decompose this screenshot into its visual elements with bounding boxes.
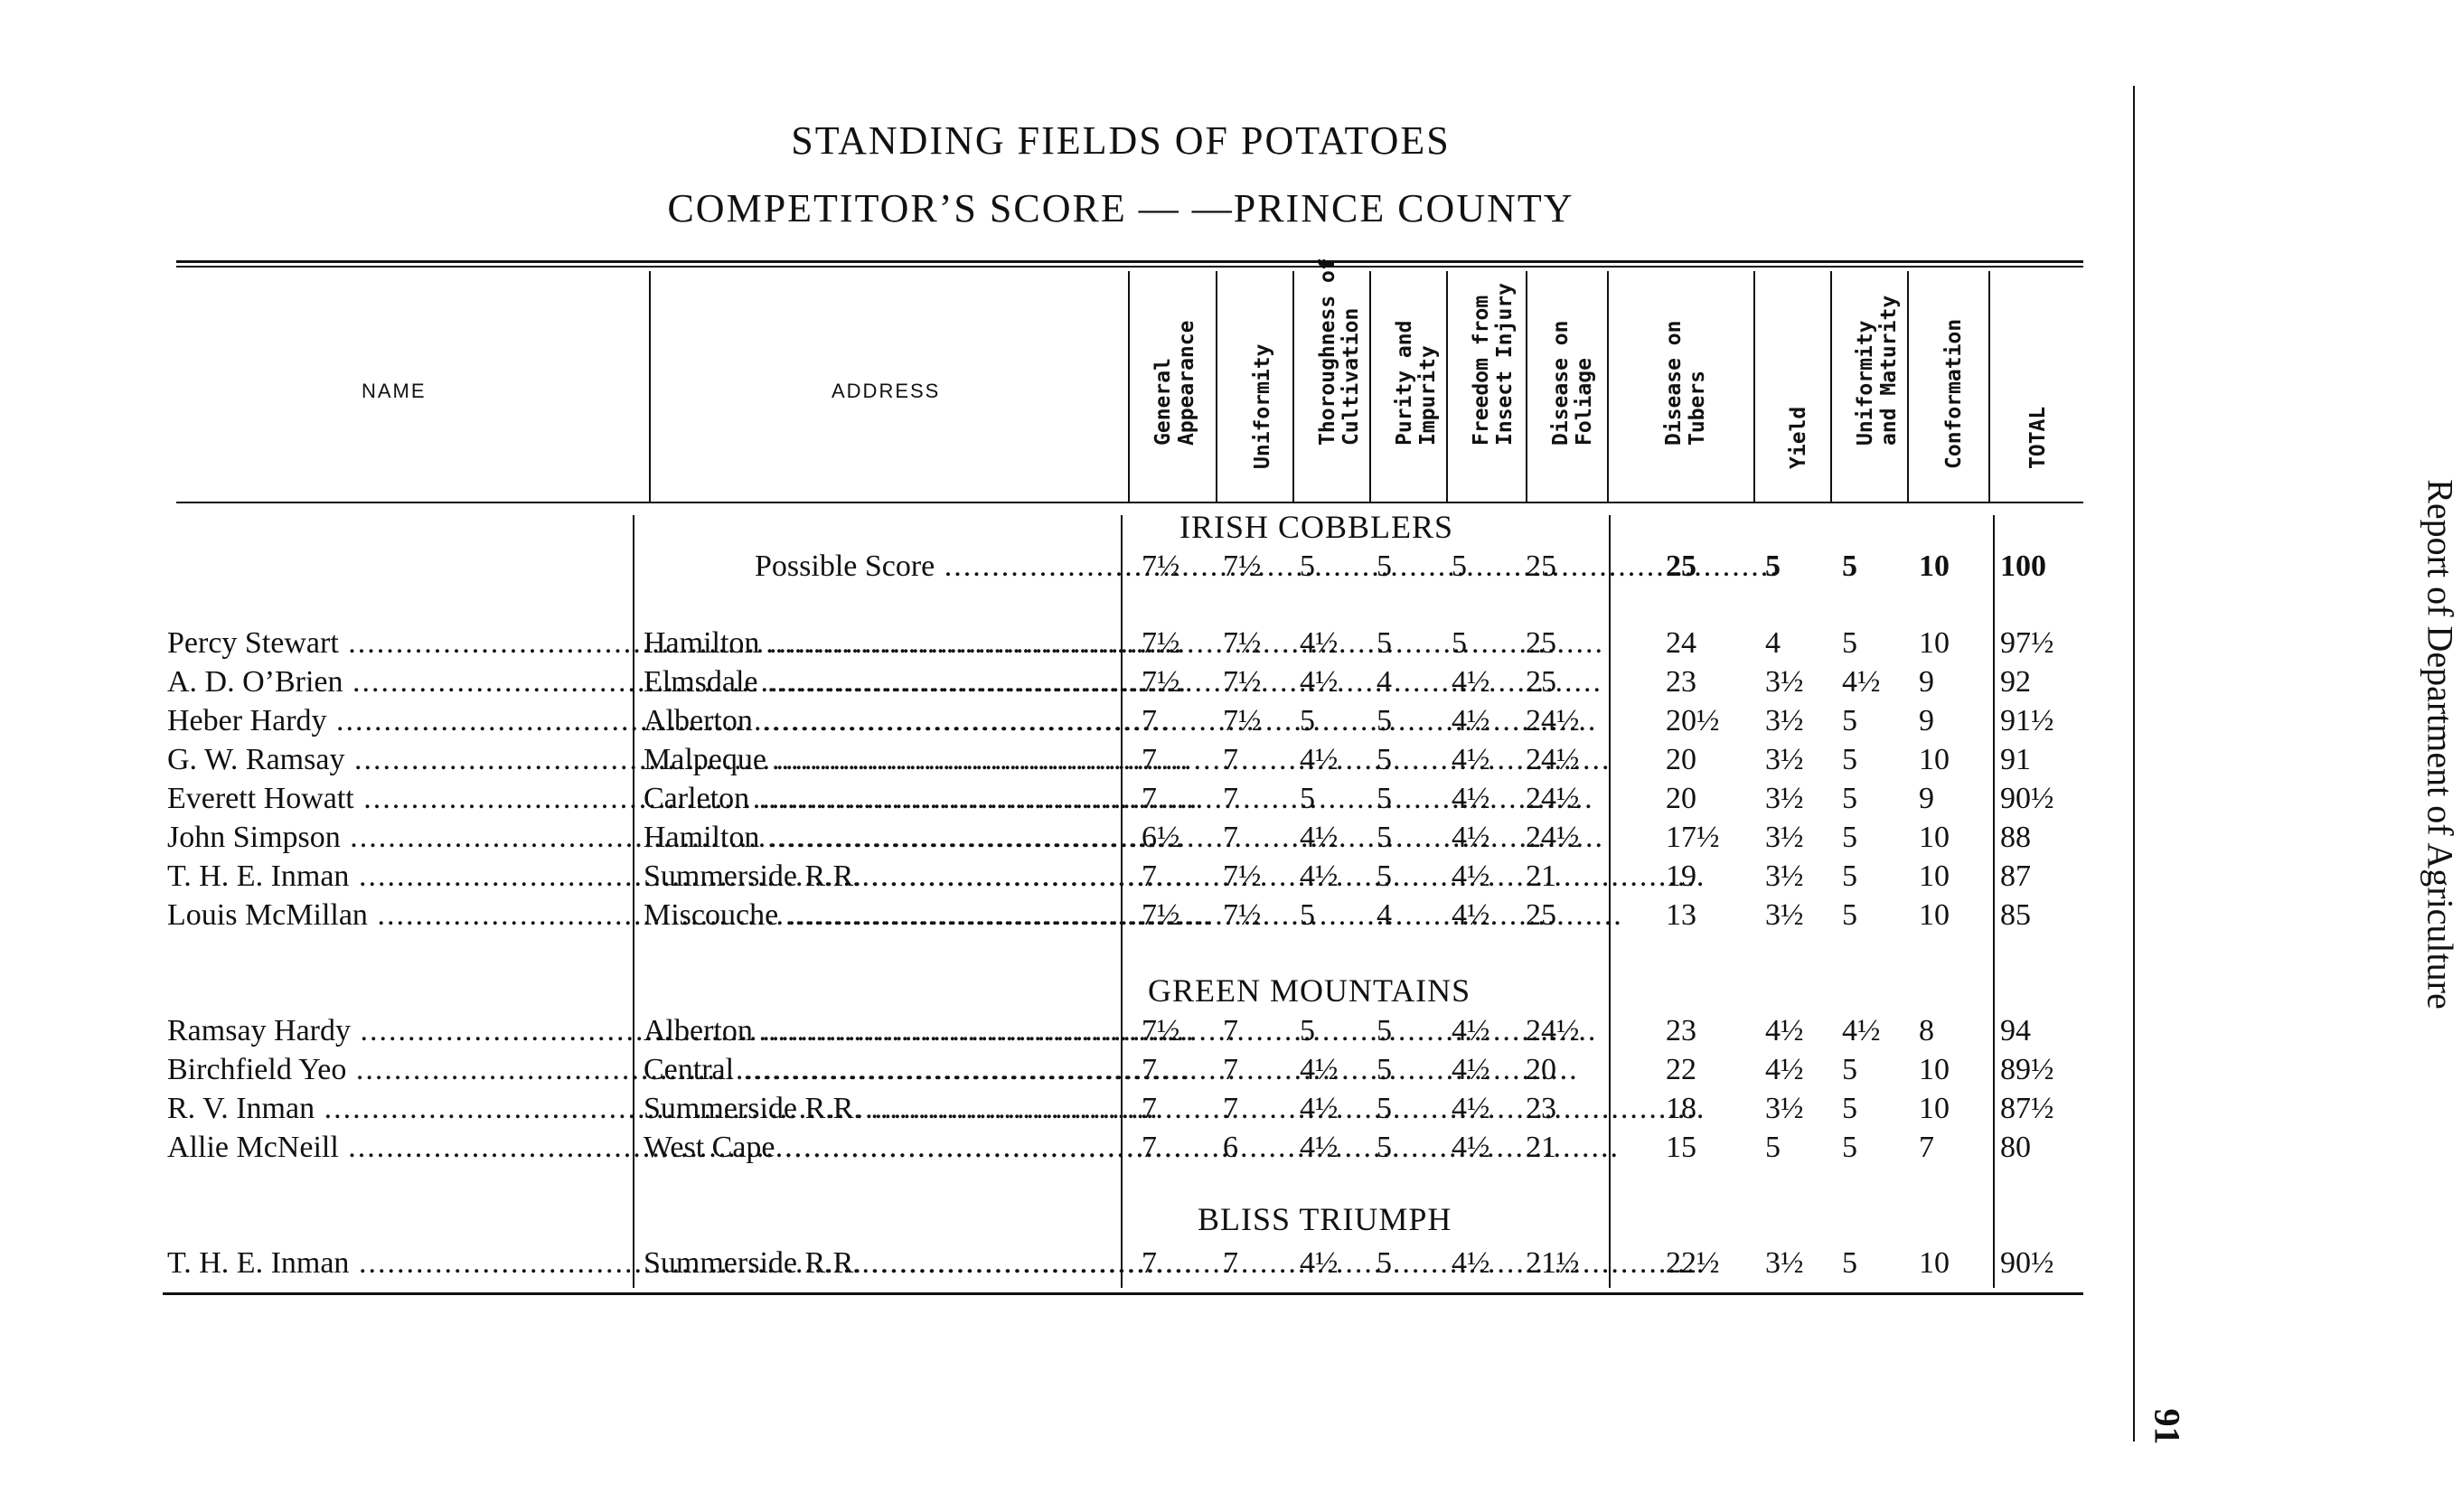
score-cell: 5 — [1842, 898, 1857, 932]
col-divider — [649, 271, 651, 502]
score-cell: 4½ — [1452, 859, 1490, 893]
score-cell: 90½ — [2000, 782, 2054, 815]
competitor-name: Percy Stewart ..... — [167, 626, 624, 661]
score-cell: 3½ — [1765, 898, 1804, 932]
section-green-mountains: GREEN MOUNTAINS — [1148, 972, 1471, 1009]
competitor-address: Malpeque ..... — [644, 743, 1114, 777]
score-cell: 4½ — [1300, 821, 1339, 854]
score-cell: 5 — [1300, 704, 1315, 737]
score-cell: 21½ — [1526, 1246, 1580, 1280]
score-cell: 4½ — [1452, 704, 1490, 737]
score-cell: 5 — [1300, 1014, 1315, 1047]
score-cell: 3½ — [1765, 782, 1804, 815]
score-cell: 5 — [1377, 1092, 1392, 1125]
score-cell: 3½ — [1765, 1246, 1804, 1280]
score-cell: 92 — [2000, 665, 2031, 699]
score-cell: 7 — [1223, 1053, 1238, 1086]
competitor-name: R. V. Inman ..... — [167, 1092, 624, 1126]
score-cell: 24½ — [1526, 743, 1580, 776]
header-yield: Yield — [1787, 406, 1810, 469]
side-rule — [2133, 86, 2135, 1442]
score-cell: 7½ — [1223, 626, 1262, 660]
competitor-address: Alberton ..... — [644, 1014, 1114, 1048]
score-cell: 22 — [1666, 1053, 1696, 1086]
score-cell: 4 — [1377, 898, 1392, 932]
score-cell: 4½ — [1300, 626, 1339, 660]
score-cell: 7½ — [1223, 859, 1262, 893]
score-cell: 97½ — [2000, 626, 2054, 660]
score-cell: 4½ — [1452, 898, 1490, 932]
score-cell: 22½ — [1666, 1246, 1720, 1280]
score-cell: 21 — [1526, 1131, 1556, 1164]
score-cell: 23 — [1666, 1014, 1696, 1047]
competitor-name: T. H. E. Inman ..... — [167, 859, 624, 894]
header-disease-foliage: Disease on Foliage — [1549, 320, 1596, 446]
competitor-name: Allie McNeill ..... — [167, 1131, 624, 1165]
score-cell: 7 — [1142, 743, 1157, 776]
score-cell: 24½ — [1526, 704, 1580, 737]
header-uniformity: Uniformity — [1251, 343, 1274, 469]
page-number: 91 — [2147, 1408, 2188, 1445]
score-cell: 7 — [1142, 1092, 1157, 1125]
score-cell: 3½ — [1765, 704, 1804, 737]
score-cell: 7 — [1223, 743, 1238, 776]
score-cell: 10 — [1919, 821, 1950, 854]
score-cell: 20 — [1526, 1053, 1556, 1086]
score-cell: 5 — [1842, 821, 1857, 854]
score-cell: 4½ — [1452, 1014, 1490, 1047]
score-cell: 7½ — [1223, 704, 1262, 737]
possible-score-cell: 100 — [2000, 549, 2046, 583]
col-divider — [1753, 271, 1755, 502]
score-cell: 9 — [1919, 782, 1934, 815]
score-cell: 4½ — [1300, 859, 1339, 893]
score-cell: 7 — [1142, 859, 1157, 893]
col-divider — [1993, 515, 1995, 1288]
score-cell: 88 — [2000, 821, 2031, 854]
score-cell: 19 — [1666, 859, 1696, 893]
score-cell: 4 — [1765, 626, 1781, 660]
score-cell: 5 — [1452, 626, 1467, 660]
score-cell: 17½ — [1666, 821, 1720, 854]
score-cell: 5 — [1377, 1246, 1392, 1280]
col-divider — [1216, 271, 1217, 502]
score-cell: 7½ — [1142, 1014, 1180, 1047]
score-cell: 7 — [1142, 704, 1157, 737]
score-cell: 85 — [2000, 898, 2031, 932]
score-cell: 5 — [1377, 821, 1392, 854]
score-cell: 25 — [1526, 626, 1556, 660]
competitor-name: Louis McMillan ..... — [167, 898, 624, 933]
score-cell: 4½ — [1765, 1053, 1804, 1086]
possible-score-cell: 10 — [1919, 549, 1950, 583]
competitor-address: West Cape ..... — [644, 1131, 1114, 1165]
score-cell: 9 — [1919, 704, 1934, 737]
score-cell: 7½ — [1223, 898, 1262, 932]
possible-score-cell: 5 — [1300, 549, 1315, 583]
score-cell: 4½ — [1300, 1053, 1339, 1086]
score-cell: 20 — [1666, 743, 1696, 776]
score-cell: 7 — [1142, 1053, 1157, 1086]
score-cell: 6 — [1223, 1131, 1238, 1164]
score-cell: 4½ — [1452, 1092, 1490, 1125]
score-cell: 91½ — [2000, 704, 2054, 737]
score-cell: 10 — [1919, 1246, 1950, 1280]
competitor-name: Heber Hardy ..... — [167, 704, 624, 738]
possible-score-cell: 5 — [1842, 549, 1857, 583]
score-cell: 89½ — [2000, 1053, 2054, 1086]
score-cell: 7½ — [1142, 665, 1180, 699]
score-cell: 4½ — [1300, 1246, 1339, 1280]
competitor-address: Hamilton ..... — [644, 821, 1114, 855]
score-cell: 10 — [1919, 626, 1950, 660]
score-cell: 7 — [1919, 1131, 1934, 1164]
score-cell: 3½ — [1765, 1092, 1804, 1125]
score-cell: 4½ — [1452, 1131, 1490, 1164]
score-cell: 25 — [1526, 898, 1556, 932]
score-cell: 15 — [1666, 1131, 1696, 1164]
competitor-name: John Simpson ..... — [167, 821, 624, 855]
score-cell: 5 — [1842, 743, 1857, 776]
score-cell: 4½ — [1452, 1053, 1490, 1086]
competitor-address: Elmsdale ..... — [644, 665, 1114, 700]
score-cell: 5 — [1300, 898, 1315, 932]
score-cell: 4½ — [1452, 1246, 1490, 1280]
score-cell: 4½ — [1300, 1131, 1339, 1164]
score-cell: 24½ — [1526, 782, 1580, 815]
score-cell: 5 — [1300, 782, 1315, 815]
score-cell: 3½ — [1765, 665, 1804, 699]
score-cell: 4½ — [1452, 665, 1490, 699]
possible-score-cell: 7½ — [1142, 549, 1180, 583]
possible-score-cell: 25 — [1526, 549, 1556, 583]
score-cell: 5 — [1377, 1131, 1392, 1164]
score-cell: 24½ — [1526, 1014, 1580, 1047]
score-cell: 4½ — [1300, 743, 1339, 776]
score-cell: 5 — [1377, 704, 1392, 737]
header-total: TOTAL — [2026, 406, 2050, 469]
score-cell: 10 — [1919, 743, 1950, 776]
competitor-name: T. H. E. Inman ..... — [167, 1246, 624, 1281]
score-cell: 13 — [1666, 898, 1696, 932]
score-cell: 5 — [1842, 1246, 1857, 1280]
competitor-address: Summerside R.R. ..... — [644, 1246, 1114, 1281]
score-cell: 5 — [1842, 859, 1857, 893]
score-cell: 94 — [2000, 1014, 2031, 1047]
score-cell: 5 — [1842, 782, 1857, 815]
possible-score-cell: 25 — [1666, 549, 1696, 583]
header-freedom-insect: Freedom from Insect Injury — [1470, 282, 1517, 446]
score-cell: 7 — [1142, 782, 1157, 815]
score-cell: 90½ — [2000, 1246, 2054, 1280]
header-conformation: Conformation — [1942, 318, 1966, 469]
possible-score-cell: 5 — [1377, 549, 1392, 583]
score-cell: 10 — [1919, 1092, 1950, 1125]
header-thoroughness: Thoroughness of Cultivation — [1316, 258, 1363, 446]
score-cell: 5 — [1377, 1053, 1392, 1086]
score-cell: 10 — [1919, 1053, 1950, 1086]
score-cell: 20 — [1666, 782, 1696, 815]
score-cell: 24½ — [1526, 821, 1580, 854]
competitor-name: Ramsay Hardy ..... — [167, 1014, 624, 1048]
score-cell: 4½ — [1842, 1014, 1881, 1047]
competitor-address: Carleton ..... — [644, 782, 1114, 816]
score-cell: 4½ — [1842, 665, 1881, 699]
competitor-name: Everett Howatt ..... — [167, 782, 624, 816]
competitor-address: Miscouche ..... — [644, 898, 1114, 933]
score-cell: 5 — [1377, 743, 1392, 776]
score-cell: 3½ — [1765, 859, 1804, 893]
score-cell: 87½ — [2000, 1092, 2054, 1125]
competitor-name: Birchfield Yeo ..... — [167, 1053, 624, 1087]
header-disease-tubers: Disease on Tubers — [1662, 320, 1709, 446]
score-cell: 4½ — [1452, 743, 1490, 776]
competitor-address: Alberton ..... — [644, 704, 1114, 738]
competitor-name: A. D. O’Brien ..... — [167, 665, 624, 700]
competitor-address: Summerside R.R. ..... — [644, 859, 1114, 894]
score-cell: 4 — [1377, 665, 1392, 699]
section-irish-cobblers: IRISH COBBLERS — [1179, 509, 1454, 545]
score-cell: 5 — [1842, 1131, 1857, 1164]
score-cell: 4½ — [1300, 1092, 1339, 1125]
score-cell: 5 — [1377, 859, 1392, 893]
score-cell: 25 — [1526, 665, 1556, 699]
score-cell: 5 — [1842, 626, 1857, 660]
score-cell: 7 — [1142, 1246, 1157, 1280]
header-general-appearance: General Appearance — [1151, 320, 1198, 446]
header-address: ADDRESS — [832, 380, 941, 402]
table-top-rule — [176, 260, 2083, 263]
score-cell: 87 — [2000, 859, 2031, 893]
score-cell: 9 — [1919, 665, 1934, 699]
score-cell: 23 — [1526, 1092, 1556, 1125]
header-bottom-rule — [176, 502, 2083, 503]
score-cell: 5 — [1842, 1053, 1857, 1086]
possible-score-cell: 5 — [1765, 549, 1781, 583]
score-cell: 4½ — [1452, 782, 1490, 815]
score-cell: 7 — [1223, 782, 1238, 815]
running-title: Report of Department of Agriculture — [2420, 479, 2461, 1010]
score-cell: 6½ — [1142, 821, 1180, 854]
score-cell: 4½ — [1765, 1014, 1804, 1047]
header-name: NAME — [362, 380, 427, 402]
score-cell: 23 — [1666, 665, 1696, 699]
score-cell: 20½ — [1666, 704, 1720, 737]
table-bottom-rule — [163, 1292, 2083, 1295]
score-cell: 7 — [1223, 821, 1238, 854]
score-cell: 5 — [1377, 1014, 1392, 1047]
possible-score-cell: 7½ — [1223, 549, 1262, 583]
score-cell: 80 — [2000, 1131, 2031, 1164]
score-cell: 7 — [1223, 1092, 1238, 1125]
score-cell: 4½ — [1452, 821, 1490, 854]
score-cell: 10 — [1919, 859, 1950, 893]
score-cell: 7 — [1223, 1246, 1238, 1280]
score-cell: 7 — [1223, 1014, 1238, 1047]
col-divider — [1128, 271, 1130, 502]
score-cell: 24 — [1666, 626, 1696, 660]
competitor-address: Summerside R.R. ..... — [644, 1092, 1114, 1126]
score-cell: 5 — [1842, 704, 1857, 737]
score-cell: 18 — [1666, 1092, 1696, 1125]
possible-score-cell: 5 — [1452, 549, 1467, 583]
page-title: STANDING FIELDS OF POTATOES — [791, 118, 1451, 163]
score-cell: 5 — [1842, 1092, 1857, 1125]
score-cell: 8 — [1919, 1014, 1934, 1047]
competitor-name: G. W. Ramsay ..... — [167, 743, 624, 777]
score-cell: 3½ — [1765, 821, 1804, 854]
score-cell: 10 — [1919, 898, 1950, 932]
score-cell: 7 — [1142, 1131, 1157, 1164]
competitor-address: Hamilton ..... — [644, 626, 1114, 661]
page-subtitle: COMPETITOR’S SCORE — —PRINCE COUNTY — [667, 186, 1574, 230]
competitor-address: Central ..... — [644, 1053, 1114, 1087]
score-cell: 7½ — [1142, 626, 1180, 660]
score-cell: 5 — [1765, 1131, 1781, 1164]
score-cell: 7½ — [1223, 665, 1262, 699]
score-cell: 3½ — [1765, 743, 1804, 776]
score-cell: 5 — [1377, 626, 1392, 660]
possible-score-label: Possible Score ..... — [755, 549, 1116, 584]
score-cell: 7½ — [1142, 898, 1180, 932]
score-cell: 5 — [1377, 782, 1392, 815]
header-uniformity-maturity: Uniformity and Maturity — [1854, 295, 1901, 446]
score-cell: 4½ — [1300, 665, 1339, 699]
score-cell: 91 — [2000, 743, 2031, 776]
section-bliss-triumph: BLISS TRIUMPH — [1198, 1201, 1452, 1237]
score-cell: 21 — [1526, 859, 1556, 893]
header-purity: Purity and Impurity — [1393, 320, 1440, 446]
